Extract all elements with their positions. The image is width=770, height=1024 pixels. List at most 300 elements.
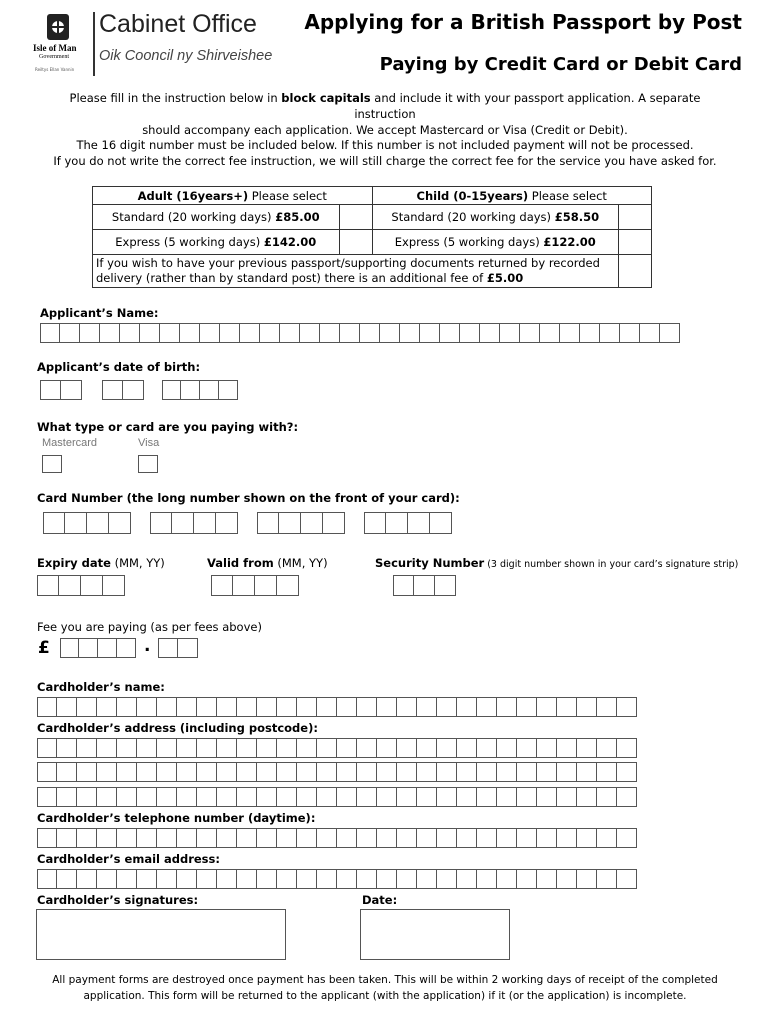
fees-table <box>92 186 652 288</box>
character-box[interactable] <box>477 787 497 807</box>
character-box[interactable] <box>77 828 97 848</box>
character-box[interactable] <box>397 697 417 717</box>
character-box[interactable] <box>181 380 200 400</box>
character-box[interactable] <box>157 828 177 848</box>
character-box[interactable] <box>477 697 497 717</box>
character-box[interactable] <box>117 697 137 717</box>
character-box[interactable] <box>279 512 301 534</box>
character-box[interactable] <box>59 575 81 596</box>
character-box[interactable] <box>103 575 125 596</box>
character-box[interactable] <box>97 869 117 889</box>
address-line-3-boxes[interactable] <box>37 787 637 807</box>
applicant-name-boxes[interactable] <box>40 323 680 343</box>
fees-header-row <box>93 187 652 205</box>
character-box[interactable] <box>357 787 377 807</box>
fee-pounds-boxes[interactable] <box>60 638 136 658</box>
dob-month-boxes[interactable] <box>102 380 144 400</box>
card-number-group-1[interactable] <box>43 512 131 534</box>
character-box[interactable] <box>617 762 637 782</box>
character-box[interactable] <box>597 828 617 848</box>
character-box[interactable] <box>217 738 237 758</box>
character-box[interactable] <box>497 762 517 782</box>
character-box[interactable] <box>217 697 237 717</box>
character-box[interactable] <box>560 323 580 343</box>
cabinet-office-logo <box>33 10 278 80</box>
address-line-2-boxes[interactable] <box>37 762 637 782</box>
character-box[interactable] <box>557 697 577 717</box>
character-box[interactable] <box>660 323 680 343</box>
character-box[interactable] <box>340 323 360 343</box>
character-box[interactable] <box>397 762 417 782</box>
character-box[interactable] <box>317 787 337 807</box>
character-box[interactable] <box>177 787 197 807</box>
character-box[interactable] <box>317 869 337 889</box>
character-box[interactable] <box>197 738 217 758</box>
character-box[interactable] <box>137 738 157 758</box>
character-box[interactable] <box>237 828 257 848</box>
character-box[interactable] <box>137 869 157 889</box>
mastercard-checkbox[interactable] <box>42 455 62 473</box>
character-box[interactable] <box>317 762 337 782</box>
character-box[interactable] <box>37 787 57 807</box>
character-box[interactable] <box>337 828 357 848</box>
character-box[interactable] <box>157 762 177 782</box>
character-box[interactable] <box>617 787 637 807</box>
cardholder-phone-boxes[interactable] <box>37 828 637 848</box>
character-box[interactable] <box>257 787 277 807</box>
character-box[interactable] <box>437 697 457 717</box>
character-box[interactable] <box>137 762 157 782</box>
expiry-date-boxes[interactable] <box>37 575 125 596</box>
character-box[interactable] <box>517 697 537 717</box>
recorded-delivery-checkbox[interactable] <box>619 255 652 288</box>
character-box[interactable] <box>617 697 637 717</box>
character-box[interactable] <box>277 828 297 848</box>
character-box[interactable] <box>497 738 517 758</box>
character-box[interactable] <box>437 869 457 889</box>
character-box[interactable] <box>57 869 77 889</box>
character-box[interactable] <box>577 787 597 807</box>
logo-divider <box>93 12 95 76</box>
character-box[interactable] <box>577 697 597 717</box>
character-box[interactable] <box>178 638 198 658</box>
character-box[interactable] <box>117 762 137 782</box>
fee-pence-boxes[interactable] <box>158 638 198 658</box>
character-box[interactable] <box>300 323 320 343</box>
character-box[interactable] <box>435 575 456 596</box>
character-box[interactable] <box>257 512 279 534</box>
dob-day-boxes[interactable] <box>40 380 82 400</box>
character-box[interactable] <box>140 323 160 343</box>
character-box[interactable] <box>219 380 238 400</box>
character-box[interactable] <box>537 697 557 717</box>
character-box[interactable] <box>437 738 457 758</box>
adult-standard-checkbox[interactable] <box>339 205 372 230</box>
character-box[interactable] <box>337 697 357 717</box>
recorded-line-1: If you wish to have your previous passport/supporting documents returned by recorded <box>96 256 600 270</box>
character-box[interactable] <box>620 323 640 343</box>
character-box[interactable] <box>80 323 100 343</box>
character-box[interactable] <box>157 738 177 758</box>
character-box[interactable] <box>297 697 317 717</box>
character-box[interactable] <box>297 869 317 889</box>
character-box[interactable] <box>457 869 477 889</box>
character-box[interactable] <box>277 762 297 782</box>
character-box[interactable] <box>520 323 540 343</box>
valid-from-boxes[interactable] <box>211 575 299 596</box>
character-box[interactable] <box>157 787 177 807</box>
character-box[interactable] <box>40 380 61 400</box>
character-box[interactable] <box>200 380 219 400</box>
character-box[interactable] <box>540 323 560 343</box>
character-box[interactable] <box>597 697 617 717</box>
character-box[interactable] <box>257 828 277 848</box>
character-box[interactable] <box>617 828 637 848</box>
character-box[interactable] <box>97 762 117 782</box>
character-box[interactable] <box>457 787 477 807</box>
character-box[interactable] <box>597 869 617 889</box>
applicant-dob-label: Applicant’s date of birth: <box>37 360 201 374</box>
character-box[interactable] <box>557 869 577 889</box>
character-box[interactable] <box>380 323 400 343</box>
character-box[interactable] <box>577 869 597 889</box>
character-box[interactable] <box>577 738 597 758</box>
character-box[interactable] <box>61 380 82 400</box>
character-box[interactable] <box>98 638 117 658</box>
character-box[interactable] <box>577 828 597 848</box>
child-standard-label: Standard (20 working days) <box>391 210 555 224</box>
character-box[interactable] <box>297 787 317 807</box>
character-box[interactable] <box>377 869 397 889</box>
character-box[interactable] <box>217 828 237 848</box>
character-box[interactable] <box>43 512 65 534</box>
character-box[interactable] <box>457 762 477 782</box>
character-box[interactable] <box>537 787 557 807</box>
character-box[interactable] <box>357 697 377 717</box>
character-box[interactable] <box>497 697 517 717</box>
character-box[interactable] <box>77 697 97 717</box>
character-box[interactable] <box>117 738 137 758</box>
character-box[interactable] <box>597 762 617 782</box>
character-box[interactable] <box>194 512 216 534</box>
character-box[interactable] <box>377 828 397 848</box>
character-box[interactable] <box>197 762 217 782</box>
valid-rest: (MM, YY) <box>273 556 328 570</box>
character-box[interactable] <box>500 323 520 343</box>
card-number-label: Card Number (the long number shown on the front of your card): <box>37 491 460 505</box>
character-box[interactable] <box>277 787 297 807</box>
character-box[interactable] <box>100 323 120 343</box>
character-box[interactable] <box>417 787 437 807</box>
character-box[interactable] <box>440 323 460 343</box>
character-box[interactable] <box>180 323 200 343</box>
character-box[interactable] <box>537 762 557 782</box>
card-number-group-4[interactable] <box>364 512 452 534</box>
character-box[interactable] <box>257 869 277 889</box>
character-box[interactable] <box>640 323 660 343</box>
character-box[interactable] <box>237 697 257 717</box>
character-box[interactable] <box>158 638 178 658</box>
character-box[interactable] <box>377 697 397 717</box>
character-box[interactable] <box>477 828 497 848</box>
character-box[interactable] <box>177 762 197 782</box>
character-box[interactable] <box>77 869 97 889</box>
character-box[interactable] <box>337 787 357 807</box>
character-box[interactable] <box>317 738 337 758</box>
character-box[interactable] <box>393 575 414 596</box>
character-box[interactable] <box>297 828 317 848</box>
character-box[interactable] <box>277 575 299 596</box>
character-box[interactable] <box>357 762 377 782</box>
character-box[interactable] <box>217 787 237 807</box>
character-box[interactable] <box>117 638 136 658</box>
character-box[interactable] <box>37 575 59 596</box>
expiry-bold: Expiry date <box>37 556 111 570</box>
character-box[interactable] <box>323 512 345 534</box>
character-box[interactable] <box>117 869 137 889</box>
character-box[interactable] <box>477 762 497 782</box>
character-box[interactable] <box>386 512 408 534</box>
character-box[interactable] <box>237 869 257 889</box>
character-box[interactable] <box>157 869 177 889</box>
character-box[interactable] <box>497 787 517 807</box>
character-box[interactable] <box>237 738 257 758</box>
character-box[interactable] <box>517 828 537 848</box>
character-box[interactable] <box>297 762 317 782</box>
character-box[interactable] <box>137 828 157 848</box>
character-box[interactable] <box>237 787 257 807</box>
character-box[interactable] <box>257 738 277 758</box>
character-box[interactable] <box>417 762 437 782</box>
character-box[interactable] <box>255 575 277 596</box>
character-box[interactable] <box>77 762 97 782</box>
character-box[interactable] <box>437 787 457 807</box>
character-box[interactable] <box>150 512 172 534</box>
character-box[interactable] <box>301 512 323 534</box>
character-box[interactable] <box>217 762 237 782</box>
security-number-boxes[interactable] <box>393 575 456 596</box>
character-box[interactable] <box>102 380 123 400</box>
character-box[interactable] <box>397 787 417 807</box>
character-box[interactable] <box>117 787 137 807</box>
character-box[interactable] <box>337 762 357 782</box>
character-box[interactable] <box>277 869 297 889</box>
character-box[interactable] <box>77 787 97 807</box>
character-box[interactable] <box>517 787 537 807</box>
gov-motto: Reiltys Ellan Vannin <box>35 67 75 72</box>
character-box[interactable] <box>37 762 57 782</box>
character-box[interactable] <box>320 323 340 343</box>
character-box[interactable] <box>123 380 144 400</box>
character-box[interactable] <box>177 869 197 889</box>
character-box[interactable] <box>397 869 417 889</box>
notice-line-1: The 16 digit number must be included below. If this number is not included payment will not be processed. <box>76 138 694 152</box>
character-box[interactable] <box>600 323 620 343</box>
character-box[interactable] <box>277 697 297 717</box>
child-express-checkbox[interactable] <box>619 230 652 255</box>
character-box[interactable] <box>37 869 57 889</box>
character-box[interactable] <box>220 323 240 343</box>
character-box[interactable] <box>211 575 233 596</box>
character-box[interactable] <box>577 762 597 782</box>
character-box[interactable] <box>557 828 577 848</box>
character-box[interactable] <box>297 738 317 758</box>
dob-year-boxes[interactable] <box>162 380 238 400</box>
character-box[interactable] <box>597 787 617 807</box>
character-box[interactable] <box>617 869 637 889</box>
character-box[interactable] <box>65 512 87 534</box>
character-box[interactable] <box>437 828 457 848</box>
character-box[interactable] <box>420 323 440 343</box>
character-box[interactable] <box>257 697 277 717</box>
decimal-point: . <box>144 636 151 656</box>
character-box[interactable] <box>57 828 77 848</box>
org-manx-name: Oik Cooncil ny Shirveishee <box>99 48 273 64</box>
character-box[interactable] <box>177 738 197 758</box>
character-box[interactable] <box>257 762 277 782</box>
character-box[interactable] <box>77 738 97 758</box>
security-bold: Security Number <box>375 556 485 570</box>
character-box[interactable] <box>280 323 300 343</box>
character-box[interactable] <box>497 869 517 889</box>
gov-name-top: Isle of Man <box>33 43 77 53</box>
character-box[interactable] <box>397 738 417 758</box>
character-box[interactable] <box>177 697 197 717</box>
character-box[interactable] <box>357 828 377 848</box>
character-box[interactable] <box>79 638 98 658</box>
character-box[interactable] <box>109 512 131 534</box>
character-box[interactable] <box>480 323 500 343</box>
character-box[interactable] <box>460 323 480 343</box>
character-box[interactable] <box>317 828 337 848</box>
character-box[interactable] <box>360 323 380 343</box>
character-box[interactable] <box>537 828 557 848</box>
character-box[interactable] <box>430 512 452 534</box>
character-box[interactable] <box>517 869 537 889</box>
character-box[interactable] <box>120 323 140 343</box>
character-box[interactable] <box>57 762 77 782</box>
character-box[interactable] <box>408 512 430 534</box>
character-box[interactable] <box>377 738 397 758</box>
character-box[interactable] <box>557 787 577 807</box>
character-box[interactable] <box>177 828 197 848</box>
character-box[interactable] <box>457 738 477 758</box>
character-box[interactable] <box>357 738 377 758</box>
character-box[interactable] <box>157 697 177 717</box>
character-box[interactable] <box>397 828 417 848</box>
child-express-option <box>372 230 619 255</box>
character-box[interactable] <box>97 828 117 848</box>
character-box[interactable] <box>137 787 157 807</box>
character-box[interactable] <box>537 869 557 889</box>
character-box[interactable] <box>216 512 238 534</box>
date-box[interactable] <box>360 909 510 960</box>
character-box[interactable] <box>240 323 260 343</box>
character-box[interactable] <box>417 828 437 848</box>
valid-from-label <box>207 556 328 570</box>
character-box[interactable] <box>57 738 77 758</box>
signature-box[interactable] <box>36 909 286 960</box>
character-box[interactable] <box>37 828 57 848</box>
character-box[interactable] <box>497 828 517 848</box>
character-box[interactable] <box>217 869 237 889</box>
character-box[interactable] <box>60 323 80 343</box>
character-box[interactable] <box>197 787 217 807</box>
adult-express-price: £142.00 <box>263 235 317 249</box>
character-box[interactable] <box>477 738 497 758</box>
character-box[interactable] <box>537 738 557 758</box>
character-box[interactable] <box>517 762 537 782</box>
character-box[interactable] <box>457 828 477 848</box>
character-box[interactable] <box>57 697 77 717</box>
character-box[interactable] <box>617 738 637 758</box>
character-box[interactable] <box>197 828 217 848</box>
character-box[interactable] <box>37 697 57 717</box>
character-box[interactable] <box>137 697 157 717</box>
child-standard-checkbox[interactable] <box>619 205 652 230</box>
character-box[interactable] <box>57 787 77 807</box>
character-box[interactable] <box>417 697 437 717</box>
character-box[interactable] <box>477 869 497 889</box>
character-box[interactable] <box>172 512 194 534</box>
character-box[interactable] <box>87 512 109 534</box>
character-box[interactable] <box>97 787 117 807</box>
card-number-group-3[interactable] <box>257 512 345 534</box>
character-box[interactable] <box>400 323 420 343</box>
character-box[interactable] <box>517 738 537 758</box>
character-box[interactable] <box>117 828 137 848</box>
character-box[interactable] <box>557 738 577 758</box>
character-box[interactable] <box>237 762 257 782</box>
character-box[interactable] <box>437 762 457 782</box>
cardholder-email-boxes[interactable] <box>37 869 637 889</box>
character-box[interactable] <box>364 512 386 534</box>
character-box[interactable] <box>557 762 577 782</box>
character-box[interactable] <box>160 323 180 343</box>
address-line-1-boxes[interactable] <box>37 738 637 758</box>
character-box[interactable] <box>457 697 477 717</box>
character-box[interactable] <box>162 380 181 400</box>
character-box[interactable] <box>233 575 255 596</box>
cardholder-name-boxes[interactable] <box>37 697 637 717</box>
card-number-group-2[interactable] <box>150 512 238 534</box>
character-box[interactable] <box>377 787 397 807</box>
visa-checkbox[interactable] <box>138 455 158 473</box>
character-box[interactable] <box>357 869 377 889</box>
character-box[interactable] <box>417 869 437 889</box>
character-box[interactable] <box>197 697 217 717</box>
character-box[interactable] <box>337 869 357 889</box>
character-box[interactable] <box>377 762 397 782</box>
character-box[interactable] <box>580 323 600 343</box>
character-box[interactable] <box>97 738 117 758</box>
adult-express-checkbox[interactable] <box>339 230 372 255</box>
character-box[interactable] <box>200 323 220 343</box>
character-box[interactable] <box>37 738 57 758</box>
character-box[interactable] <box>81 575 103 596</box>
character-box[interactable] <box>417 738 437 758</box>
character-box[interactable] <box>40 323 60 343</box>
character-box[interactable] <box>277 738 297 758</box>
character-box[interactable] <box>97 697 117 717</box>
character-box[interactable] <box>337 738 357 758</box>
character-box[interactable] <box>317 697 337 717</box>
character-box[interactable] <box>597 738 617 758</box>
character-box[interactable] <box>60 638 79 658</box>
character-box[interactable] <box>260 323 280 343</box>
character-box[interactable] <box>414 575 435 596</box>
character-box[interactable] <box>197 869 217 889</box>
